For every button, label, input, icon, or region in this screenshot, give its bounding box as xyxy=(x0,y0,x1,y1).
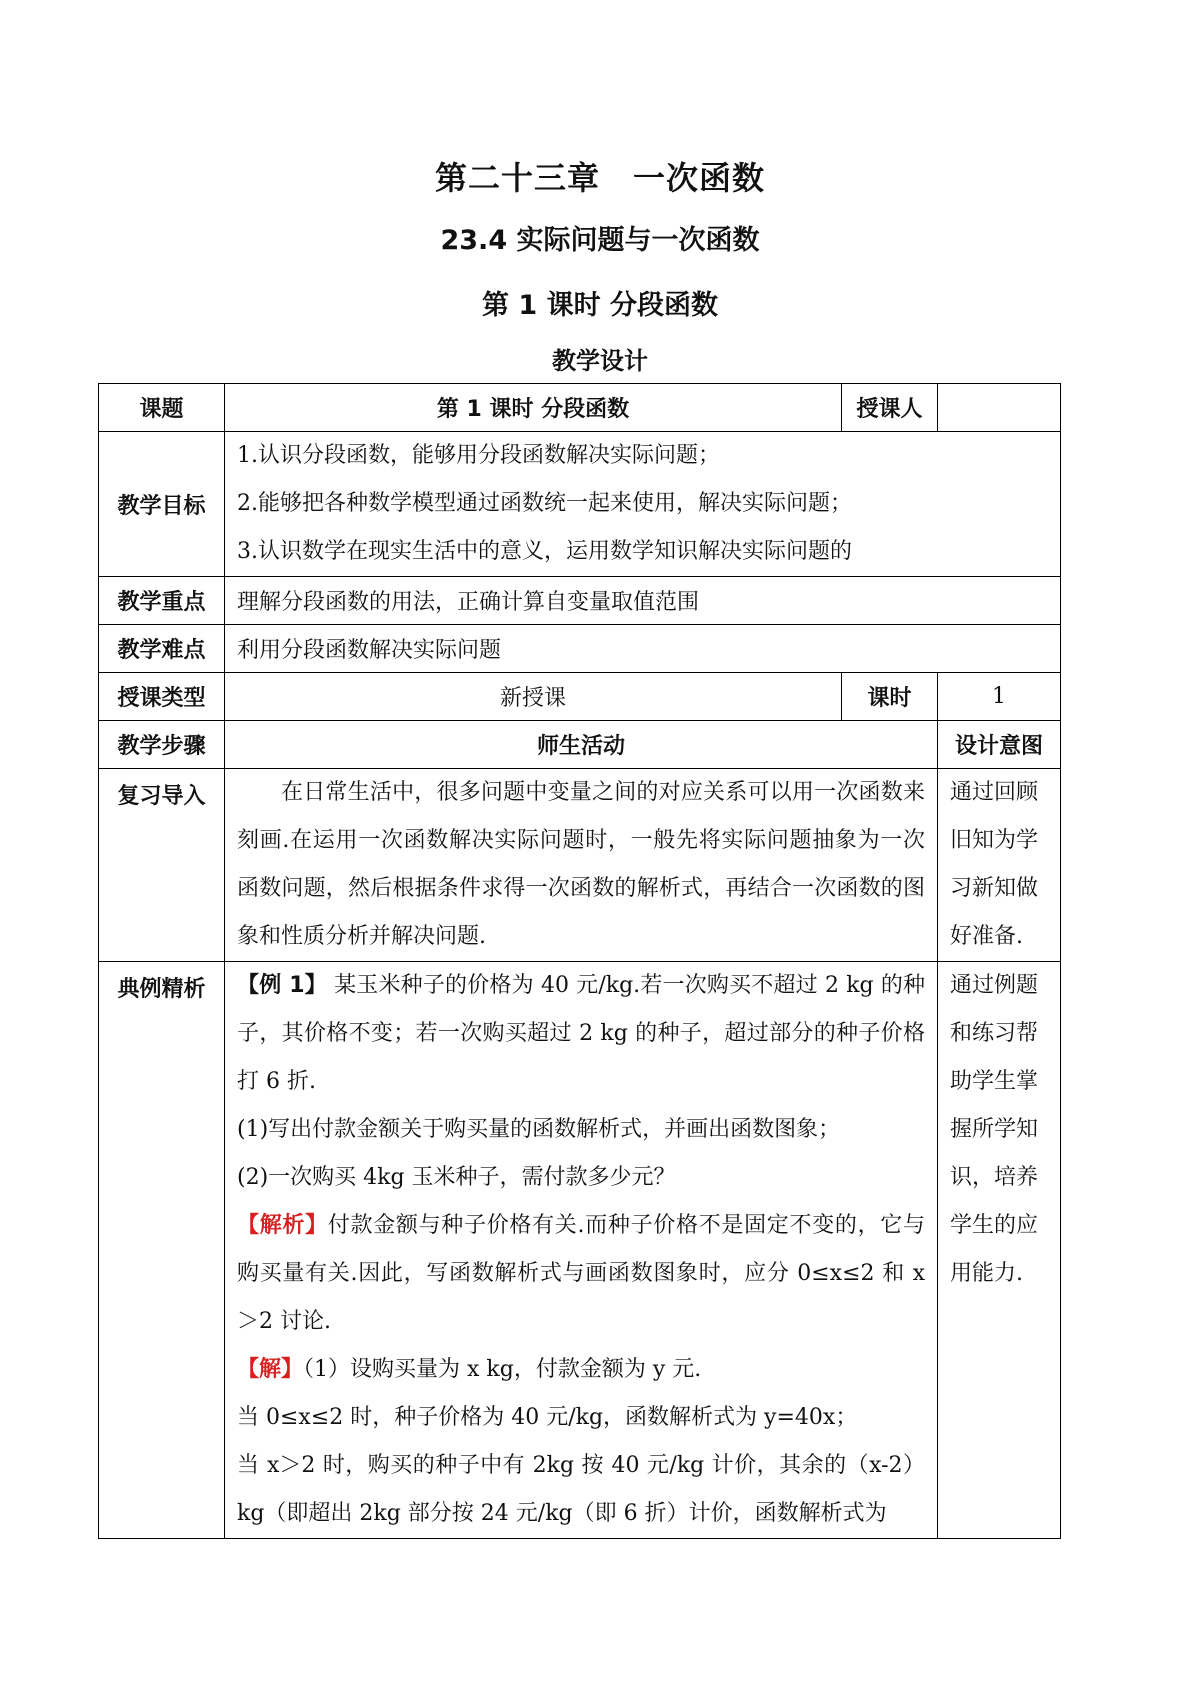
difficulty-value: 利用分段函数解决实际问题 xyxy=(225,625,1061,673)
hours-value: 1 xyxy=(938,673,1061,721)
teacher-value xyxy=(938,384,1061,432)
goal-item: 2.能够把各种数学模型通过函数统一起来使用，解决实际问题； xyxy=(237,491,852,516)
goal-item: 1.认识分段函数，能够用分段函数解决实际问题； xyxy=(237,443,720,468)
analysis-paragraph xyxy=(237,1202,925,1346)
step-review: 复习导入 xyxy=(99,769,225,962)
label-key-point: 教学重点 xyxy=(99,577,225,625)
head-intent: 设计意图 xyxy=(938,721,1061,769)
example-paragraph xyxy=(237,962,925,1106)
lesson-plan-table xyxy=(98,383,1061,1539)
question-2: (2)一次购买 4kg 玉米种子，需付款多少元？ xyxy=(237,1165,676,1190)
review-activity-text: 在日常生活中，很多问题中变量之间的对应关系可以用一次函数来刻画.在运用一次函数解决实际问题时，一般先将实际问题抽象为一次函数问题，然后根据条件求得一次函数的解析式，再结合一次函数的图象和性质分析并解决问题. xyxy=(237,780,925,949)
solution-case-2: 当 x＞2 时，购买的种子中有 2kg 按 40 元/kg 计价，其余的（x-2）kg（即超出 2kg 部分按 24 元/kg（即 6 折）计价，函数解析式为 xyxy=(237,1453,925,1526)
solution-text: （1）设购买量为 x kg，付款金额为 y 元. xyxy=(303,1357,702,1382)
label-hours: 课时 xyxy=(842,673,938,721)
row-topic xyxy=(99,384,1061,432)
label-teacher: 授课人 xyxy=(842,384,938,432)
analysis-tag: 【解析】 xyxy=(237,1213,328,1238)
head-activity: 师生活动 xyxy=(225,721,938,769)
goal-item: 3.认识数学在现实生活中的意义，运用数学知识解决实际问题的 xyxy=(237,539,852,564)
topic-value: 第 1 课时 分段函数 xyxy=(225,384,842,432)
analysis-text: 付款金额与种子价格有关.而种子价格不是固定不变的，它与购买量有关.因此，写函数解析式与画函数图象时，应分 0≤x≤2 和 x＞2 讨论. xyxy=(237,1213,925,1334)
step-example: 典例精析 xyxy=(99,962,225,1539)
goals-cell xyxy=(225,432,1061,577)
lesson-title: 第 1 课时 分段函数 xyxy=(482,290,718,321)
example-intent-text: 通过例题和练习帮助学生掌握所学知识，培养学生的应用能力. xyxy=(950,973,1039,1286)
row-column-heads xyxy=(99,721,1061,769)
example-intent-cell xyxy=(938,962,1061,1539)
label-difficulty: 教学难点 xyxy=(99,625,225,673)
doc-type-title: 教学设计 xyxy=(552,347,648,375)
review-activity-cell xyxy=(225,769,938,962)
section-title: 23.4 实际问题与一次函数 xyxy=(440,225,760,256)
row-difficulty xyxy=(99,625,1061,673)
review-intent-cell xyxy=(938,769,1061,962)
example-tag: 【例 1】 xyxy=(237,973,327,998)
example-activity-cell xyxy=(225,962,938,1539)
chapter-title: 第二十三章 一次函数 xyxy=(434,159,765,197)
review-intent-text: 通过回顾旧知为学习新知做好准备. xyxy=(950,780,1039,949)
row-example xyxy=(99,962,1061,1539)
example-text: 某玉米种子的价格为 40 元/kg.若一次购买不超过 2 kg 的种子，其价格不变；若一次购买超过 2 kg 的种子，超过部分的种子价格打 6 折. xyxy=(237,973,926,1094)
lesson-type-value: 新授课 xyxy=(225,673,842,721)
row-lesson-type xyxy=(99,673,1061,721)
row-key-point xyxy=(99,577,1061,625)
label-goals: 教学目标 xyxy=(99,432,225,577)
question-1: (1)写出付款金额关于购买量的函数解析式，并画出函数图象； xyxy=(237,1117,841,1142)
head-steps: 教学步骤 xyxy=(99,721,225,769)
solution-paragraph xyxy=(237,1346,925,1394)
row-review xyxy=(99,769,1061,962)
solution-case-1: 当 0≤x≤2 时，种子价格为 40 元/kg，函数解析式为 y=40x； xyxy=(237,1405,858,1430)
label-topic: 课题 xyxy=(99,384,225,432)
solution-tag: 【解】 xyxy=(237,1357,304,1382)
label-lesson-type: 授课类型 xyxy=(99,673,225,721)
key-point-value: 理解分段函数的用法，正确计算自变量取值范围 xyxy=(225,577,1061,625)
row-goals xyxy=(99,432,1061,577)
